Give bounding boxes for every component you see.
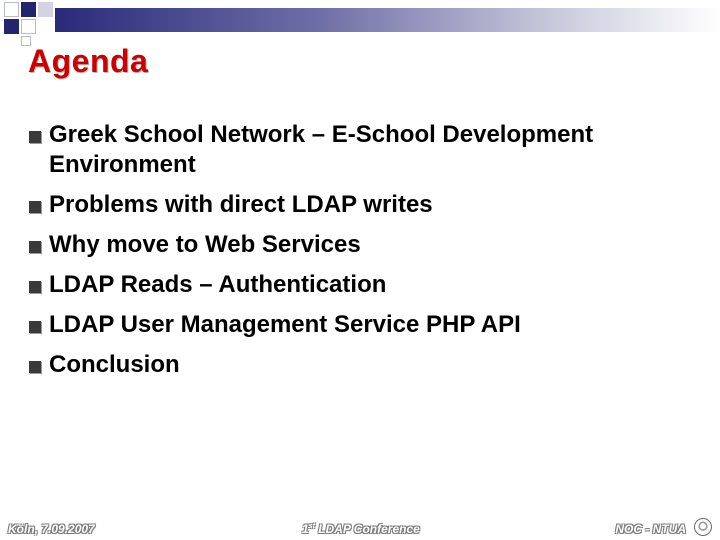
agenda-item — [28, 120, 698, 180]
decorative-square — [21, 2, 36, 17]
agenda-item — [28, 350, 698, 380]
footer-date-location: Köln, 7.09.2007 — [8, 522, 95, 536]
footer-conference-name: LDAP Conference — [314, 522, 420, 536]
agenda-item-text: LDAP Reads – Authentication — [49, 271, 387, 298]
header-gradient-bar — [55, 8, 720, 32]
footer-organization: NOC - NTUA — [615, 522, 686, 536]
decorative-square — [38, 2, 53, 17]
agenda-item — [28, 190, 698, 220]
agenda-item-text: Greek School Network – E-School Development Environment — [49, 121, 594, 178]
footer-conference-ordinal: st — [308, 523, 315, 530]
decorative-square — [21, 19, 36, 34]
agenda-item-text: Conclusion — [49, 351, 180, 378]
square-bullet-icon — [29, 201, 41, 213]
footer-conference-number: 1 — [302, 522, 309, 536]
agenda-item-text: Problems with direct LDAP writes — [49, 191, 433, 218]
square-bullet-icon — [29, 131, 41, 143]
agenda-item — [28, 270, 698, 300]
decorative-square — [4, 19, 19, 34]
square-bullet-icon — [29, 361, 41, 373]
agenda-item-text: LDAP User Management Service PHP API — [49, 311, 521, 338]
square-bullet-icon — [29, 241, 41, 253]
header-squares — [0, 0, 60, 48]
agenda-item-text: Why move to Web Services — [49, 231, 361, 258]
square-bullet-icon — [29, 281, 41, 293]
agenda-item — [28, 310, 698, 340]
slide-title: Agenda — [28, 43, 149, 79]
ntua-seal-icon — [694, 518, 712, 536]
decorative-square — [4, 2, 19, 17]
square-bullet-icon — [29, 321, 41, 333]
agenda-item — [28, 230, 698, 260]
agenda-list — [28, 120, 698, 390]
footer-conference — [302, 522, 420, 536]
